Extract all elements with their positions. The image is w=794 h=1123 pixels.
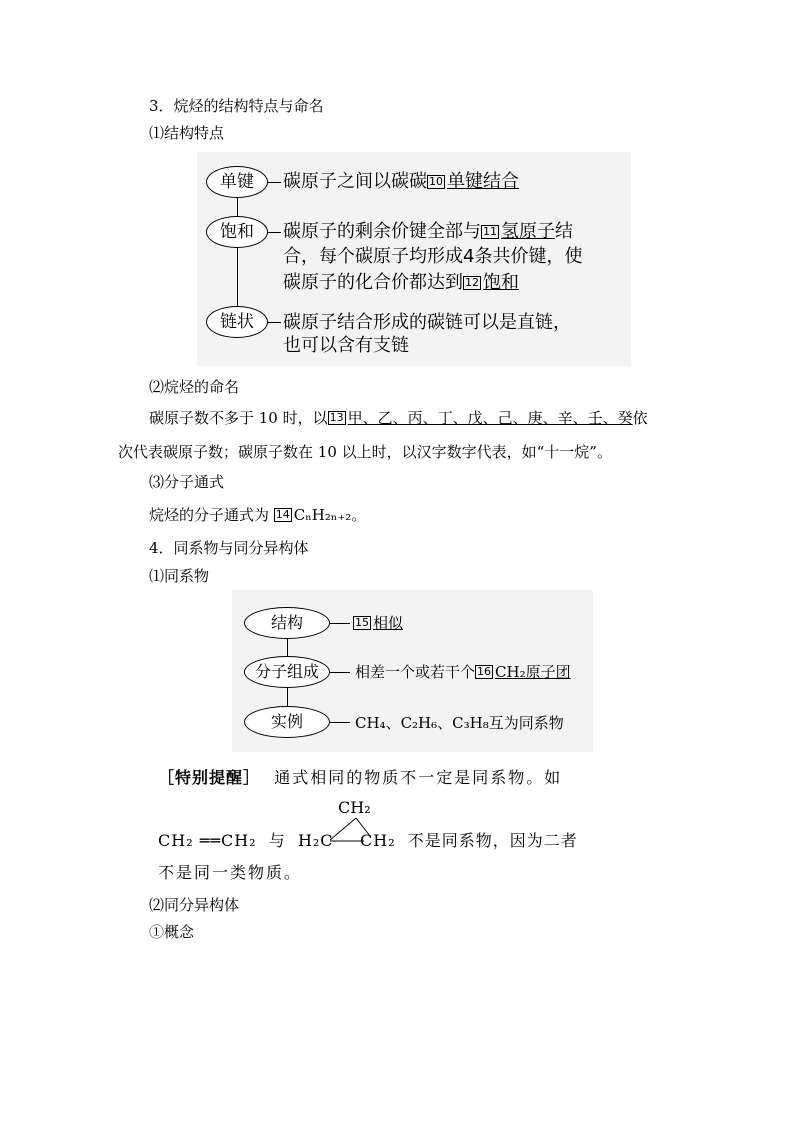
answer-15: 相似 bbox=[373, 614, 404, 632]
naming-line-1: 碳原子数不多于 10 时，以 13 甲、乙、丙、丁、戊、己、庚、辛、壬、癸依 bbox=[149, 409, 648, 427]
answer-13: 甲、乙、丙、丁、戊、己、庚、辛、壬、癸 bbox=[347, 409, 633, 427]
tip-line-1: ［特别提醒］ 通式相同的物质不一定是同系物。如 bbox=[158, 768, 563, 787]
section-3-title: 3．烷烃的结构特点与命名 bbox=[149, 97, 324, 115]
ethene-formula: CH₂ ══CH₂ bbox=[158, 831, 257, 850]
section-4-title: 4．同系物与同分异构体 bbox=[149, 539, 309, 557]
connector-h4 bbox=[330, 623, 350, 624]
answer-11: 氢原子 bbox=[501, 221, 555, 242]
node-single-bond: 单键 bbox=[206, 166, 268, 198]
diagram1-text-3-line2: 也可以含有支链 bbox=[283, 335, 409, 356]
diagram2-text-3: CH₄、C₂H₆、C₃H₈互为同系物 bbox=[355, 714, 564, 732]
node-structure: 结构 bbox=[244, 607, 330, 639]
answer-number-14: 14 bbox=[275, 508, 290, 521]
section-3-3-heading: ⑶分子通式 bbox=[149, 473, 225, 491]
diagram1-text-2-line2: 合，每个碳原子均形成4条共价键，使 bbox=[283, 246, 583, 267]
answer-14: CₙH₂ₙ₊₂ bbox=[293, 506, 352, 524]
cyclopropane-top: CH₂ bbox=[338, 798, 371, 817]
section-4-2-heading: ⑵同分异构体 bbox=[149, 896, 240, 914]
answer-number-12: 12 bbox=[465, 276, 479, 289]
connector-h6 bbox=[330, 722, 350, 723]
structure-diagram bbox=[197, 152, 631, 366]
diagram1-text-3-line1: 碳原子结合形成的碳链可以是直链， bbox=[283, 312, 571, 333]
answer-number-10: 10 bbox=[429, 175, 443, 188]
section-3-1-heading: ⑴结构特点 bbox=[149, 124, 225, 142]
diagram1-text-2-line3: 碳原子的化合价都达到 12 饱和 bbox=[283, 272, 519, 293]
tip-line-2b: CH₂ 不是同系物，因为二者 bbox=[360, 831, 578, 850]
homolog-diagram bbox=[232, 590, 593, 752]
answer-number-11: 11 bbox=[483, 225, 497, 238]
diagram1-text-2-line1: 碳原子的剩余价键全部与 11 氢原子结 bbox=[283, 221, 573, 242]
diagram1-text-1: 碳原子之间以碳碳 10 单键结合 bbox=[283, 171, 519, 192]
connector-h2 bbox=[268, 232, 281, 233]
node-saturated: 饱和 bbox=[206, 216, 268, 248]
node-chain: 链状 bbox=[206, 306, 268, 338]
formula-line: 烷烃的分子通式为 14 CₙH₂ₙ₊₂。 bbox=[149, 506, 367, 524]
cyclopropane-left: H₂C bbox=[297, 831, 334, 850]
section-4-2-1-heading: ①概念 bbox=[149, 923, 195, 941]
connector-h5 bbox=[330, 672, 350, 673]
answer-12: 饱和 bbox=[483, 272, 519, 293]
naming-line-2: 次代表碳原子数；碳原子数在 10 以上时，以汉字数字代表，如“十一烷”。 bbox=[118, 443, 612, 461]
answer-number-13: 13 bbox=[329, 411, 344, 424]
connector-vertical bbox=[237, 182, 238, 325]
connector-h3 bbox=[268, 322, 281, 323]
connector-h1 bbox=[268, 182, 281, 183]
cyclopropane-right: CH₂ bbox=[360, 831, 396, 850]
node-example: 实例 bbox=[244, 706, 330, 738]
section-3-2-heading: ⑵烷烃的命名 bbox=[149, 378, 240, 396]
answer-10: 单键结合 bbox=[447, 171, 519, 192]
diagram2-text-1 bbox=[353, 611, 403, 636]
section-4-1-heading: ⑴同系物 bbox=[149, 567, 210, 585]
tip-label: ［特别提醒］ bbox=[158, 768, 261, 787]
tip-line-2: CH₂ ══CH₂ 与 H₂C bbox=[158, 831, 334, 850]
node-composition: 分子组成 bbox=[244, 656, 330, 688]
diagram2-text-2: 相差一个或若干个 16 CH₂原子团 bbox=[355, 663, 571, 681]
answer-number-15: 15 bbox=[355, 616, 369, 629]
answer-number-16: 16 bbox=[477, 665, 492, 678]
answer-16: CH₂原子团 bbox=[495, 663, 571, 681]
tip-line-3: 不是同一类物质。 bbox=[158, 863, 303, 882]
